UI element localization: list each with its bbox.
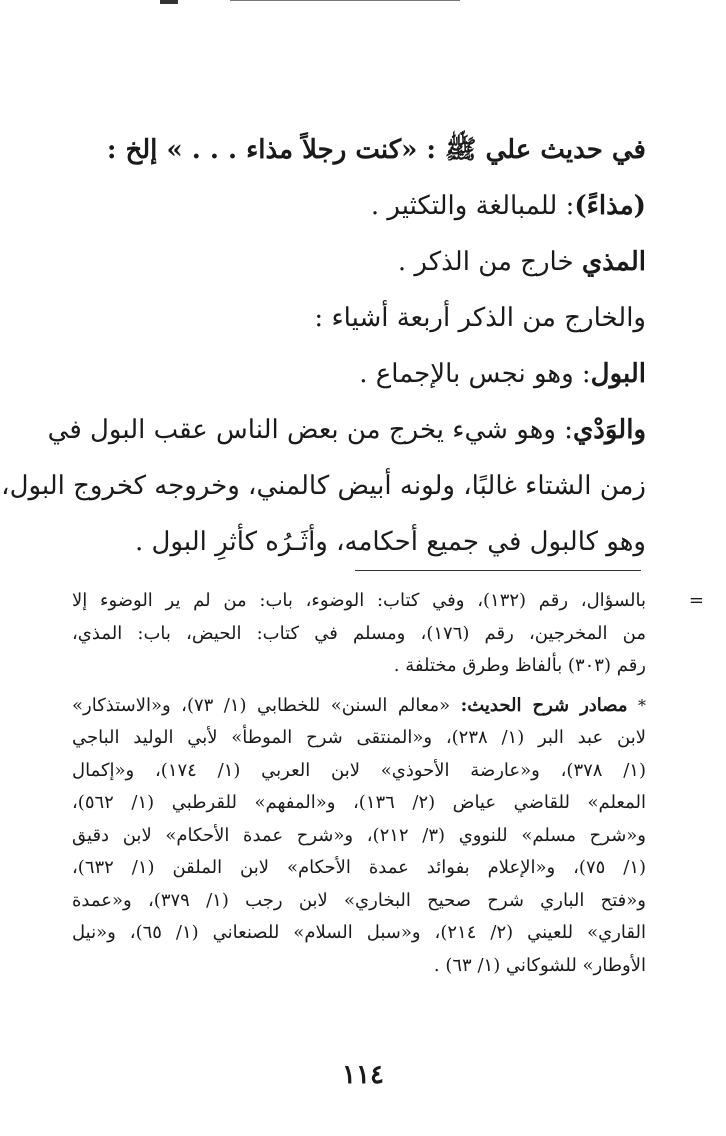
top-edge-mark (160, 0, 178, 4)
sources-heading-line: * مصادر شرح الحديث: «معالم السنن» للخطابي (١/ ٧٣)، و«الاستذكار» (72, 694, 646, 716)
main-line: والخارج من الذكر أربعة أشياء : (314, 303, 646, 333)
footnote-line: الأوطار» للشوكاني (١/ ٦٣) . (433, 954, 646, 976)
page-number: ١١٤ (342, 1060, 384, 1090)
footnotes (72, 585, 704, 982)
sources-heading: مصادر شرح الحديث: (460, 694, 628, 716)
main-line: البول: وهو نجس بالإجماع . (359, 359, 646, 389)
footnote-line: (١/ ٣٧٨)، و«عارضة الأحوذي» لابن العربي (١/ ١٧٤)، و«إكمال (72, 759, 646, 781)
main-line: المذي خارج من الذكر . (397, 247, 646, 277)
main-line: (مذاءً): للمبالغة والتكثير . (370, 191, 646, 221)
footnote-line: (١/ ٧٥)، و«الإعلام بفوائد عمدة الأحكام» لابن الملقن (١/ ٦٣٢)، (72, 857, 647, 878)
footnote-separator (355, 570, 641, 571)
footnote-line: القاري» للعيني (٢/ ٢١٤)، و«سبل السلام» للصنعاني (١/ ٦٥)، و«نيل (72, 922, 646, 943)
top-edge-rule (230, 0, 460, 1)
footnote-line: و«فتح الباري شرح صحيح البخاري» لابن رجب (١/ ٣٧٩)، و«عمدة (72, 889, 646, 911)
main-line: وهو كالبول في جميع أحكامه، وأثَـرُه كأثرِ البول . (135, 527, 646, 557)
footnote-line: المعلم» للقاضي عياض (٢/ ١٣٦)، و«المفهم» للقرطبي (١/ ٥٦٢)، (72, 792, 647, 813)
footnote-line: بالسؤال، رقم (١٣٢)، وفي كتاب: الوضوء، باب: من لم ير الوضوء إلا (72, 590, 646, 611)
footnote-line: لابن عبد البر (١/ ٢٣٨)، و«المنتقى شرح الموطأ» لأبي الوليد الباجي (72, 727, 646, 748)
continuation-marker: = (688, 590, 704, 611)
star-icon: * (637, 695, 646, 715)
main-line: في حديث علي ﷺ : «كنت رجلاً مذاء . . . » إلخ : (106, 135, 646, 165)
main-line: زمن الشتاء غالبًا، ولونه أبيض كالمني، وخروجه كخروج البول، (1, 471, 646, 501)
main-line: والوَدْي: وهو شيء يخرج من بعض الناس عقب البول في (47, 415, 646, 445)
main-text (1, 122, 646, 570)
footnote-line: رقم (٣٠٣) بألفاظ وطرق مختلفة . (393, 655, 646, 676)
footnote-line: و«شرح مسلم» للنووي (٣/ ٢١٢)، و«شرح عمدة الأحكام» لابن دقيق (72, 824, 646, 846)
footnote-line: من المخرجين، رقم (١٧٦)، ومسلم في كتاب: الحيض، باب: المذي، (72, 622, 647, 644)
